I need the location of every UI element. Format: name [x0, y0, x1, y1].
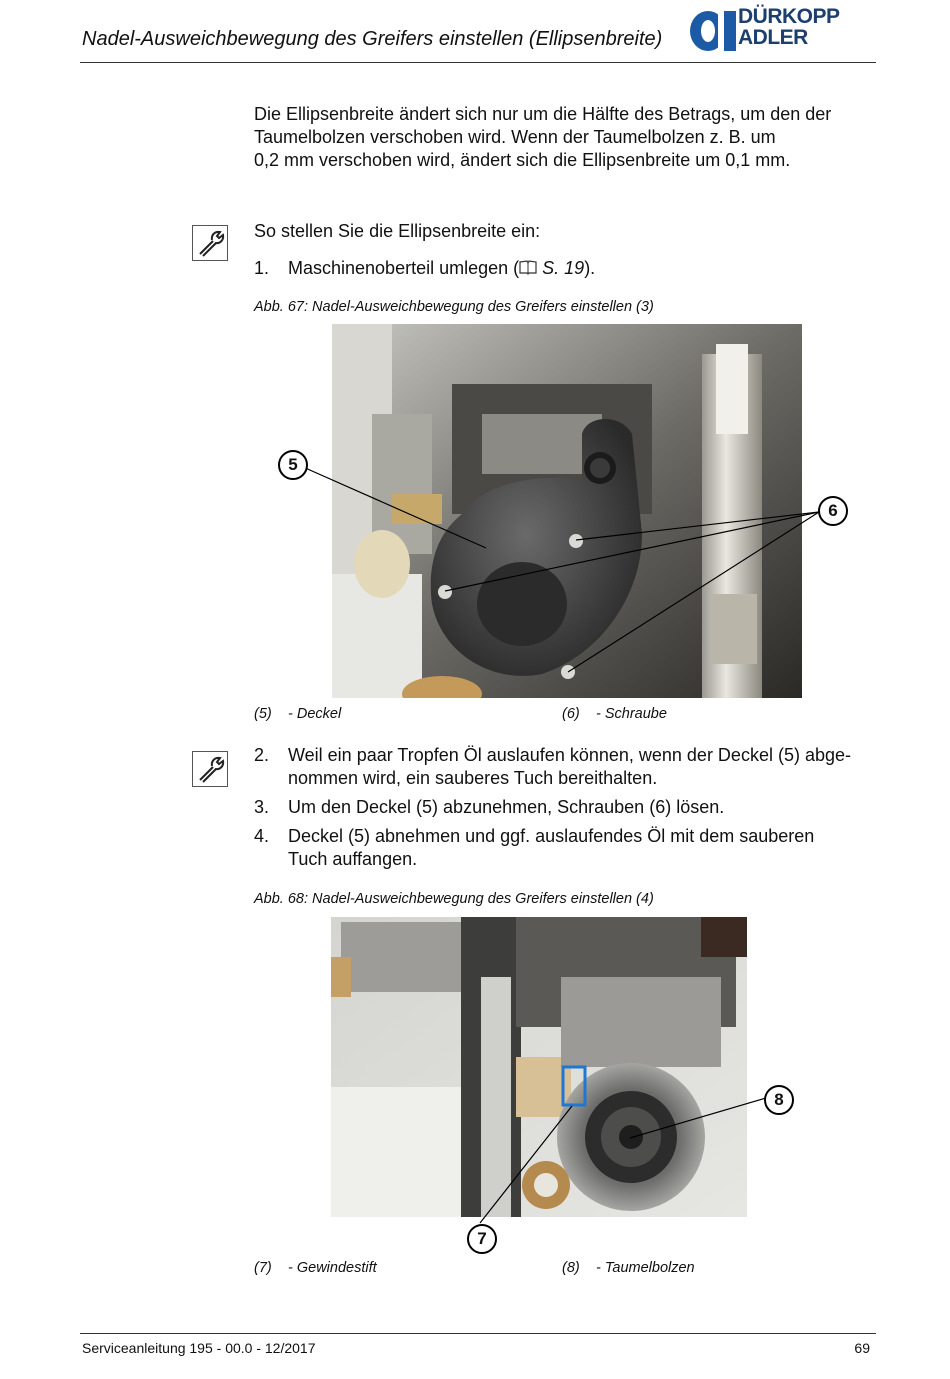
page-reference-link[interactable]: S. 19	[542, 258, 585, 278]
header-divider	[80, 62, 876, 63]
legend-item: - Gewindestift	[288, 1260, 377, 1276]
step-text: Um den Deckel (5) abzunehmen, Schrauben (6) lösen.	[288, 797, 725, 817]
page-header-title: Nadel-Ausweichbewegung des Greifers einstellen (Ellipsenbreite)	[82, 28, 663, 50]
callout-5: 5	[278, 450, 308, 480]
figure-68-caption: Abb. 68: Nadel-Ausweichbewegung des Greifers einstellen (4)	[254, 891, 654, 907]
step-number: 1.	[254, 258, 270, 278]
intro-line: 0,2 mm verschoben wird, ändert sich die Ellipsenbreite um 0,1 mm.	[254, 150, 791, 170]
callout-6: 6	[818, 496, 848, 526]
step-text: Weil ein paar Tropfen Öl auslaufen können, wenn der Deckel (5) abge- nommen wird, ein sauberes Tuch bereithalten.	[288, 745, 851, 788]
intro-paragraph	[254, 103, 874, 172]
intro-line: Taumelbolzen verschoben wird. Wenn der Taumelbolzen z. B. um	[254, 127, 776, 147]
figure-68-leader-lines	[460, 1080, 800, 1250]
legend-item: (8)	[562, 1260, 580, 1276]
step-3	[254, 796, 874, 820]
step-text: Deckel (5) abnehmen und ggf. auslaufendes Öl mit dem sauberen Tuch auffangen.	[288, 826, 815, 869]
legend-item: - Taumelbolzen	[596, 1260, 695, 1276]
legend-item: - Schraube	[596, 706, 667, 722]
logo-line-1: DÜRKOPP	[738, 5, 840, 28]
wrench-icon	[192, 751, 228, 787]
footer-divider	[80, 1333, 876, 1334]
figure-67-leader-lines	[270, 440, 850, 700]
step-2	[254, 744, 874, 792]
footer-document-id: Serviceanleitung 195 - 00.0 - 12/2017	[82, 1340, 316, 1356]
step-number: 2.	[254, 745, 270, 765]
legend-item: - Deckel	[288, 706, 342, 722]
step-number: 4.	[254, 826, 270, 846]
logo-text	[738, 6, 840, 48]
legend-item: (7)	[254, 1260, 272, 1276]
legend-item: (6)	[562, 706, 580, 722]
logo-line-2: ADLER	[738, 26, 808, 49]
book-icon	[519, 260, 537, 275]
figure-67-caption: Abb. 67: Nadel-Ausweichbewegung des Greifers einstellen (3)	[254, 299, 654, 315]
step-4	[254, 825, 874, 873]
legend-item: (5)	[254, 706, 272, 722]
callout-7: 7	[467, 1224, 497, 1254]
intro-line: Die Ellipsenbreite ändert sich nur um die Hälfte des Betrags, um den der	[254, 104, 832, 124]
step-1	[254, 257, 874, 281]
page-number: 69	[854, 1340, 870, 1356]
step-text: Maschinenoberteil umlegen ( S. 19).	[288, 258, 596, 278]
logo-mark-icon	[688, 8, 738, 54]
step-number: 3.	[254, 797, 270, 817]
wrench-icon	[192, 225, 228, 261]
procedure-heading: So stellen Sie die Ellipsenbreite ein:	[254, 221, 541, 241]
callout-8: 8	[764, 1085, 794, 1115]
